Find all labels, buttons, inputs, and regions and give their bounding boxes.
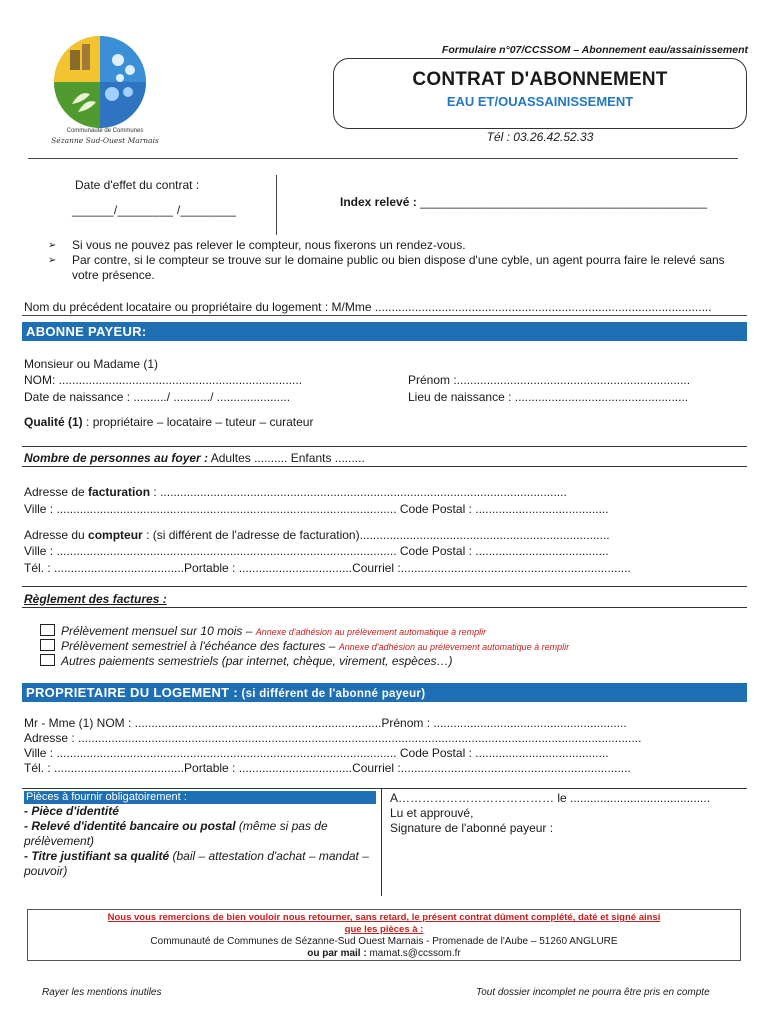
signature-block bbox=[390, 791, 710, 836]
index-field[interactable] bbox=[340, 195, 707, 209]
qualite-line bbox=[24, 415, 313, 429]
arrow-bullet-icon: ➢ bbox=[48, 255, 57, 266]
ccssom-logo bbox=[40, 32, 160, 132]
note-item: ➢ Par contre, si le compteur se trouve sur le domaine public ou bien dispose d'une cyble, un agent pourra faire le relevé sans votre présence. bbox=[48, 253, 725, 282]
effective-date-field[interactable]: ______/________ /________ bbox=[72, 203, 237, 217]
meter-address-field[interactable]: Adresse du compteur : (si différent de l'adresse de facturation)........................................................................... bbox=[24, 528, 610, 542]
qualite-label: Qualité (1) bbox=[24, 415, 83, 429]
civility-label: Monsieur ou Madame (1) bbox=[24, 357, 159, 371]
payment-option-semester[interactable]: Prélèvement semestriel à l'échéance des factures – Annexe d'adhésion au prélèvement automatique à remplir bbox=[40, 639, 569, 653]
arrow-bullet-icon: ➢ bbox=[48, 240, 57, 251]
header-divider bbox=[28, 158, 738, 159]
contract-title: CONTRAT D'ABONNEMENT bbox=[412, 69, 668, 90]
owner-name-field[interactable]: Mr - Mme (1) NOM : ..........................................................................Prénom : .......................................................... bbox=[24, 716, 627, 730]
divider bbox=[22, 586, 747, 587]
column-divider bbox=[381, 788, 382, 896]
prenom-field[interactable]: Prénom :...................................................................... bbox=[408, 373, 691, 387]
meter-city-field[interactable]: Ville : ...................................................................................................... Code Postal : ........................................ bbox=[24, 544, 609, 558]
checkbox[interactable] bbox=[40, 639, 55, 651]
phone-number: Tél : 03.26.42.52.33 bbox=[486, 130, 594, 144]
section-band-abonne: ABONNE PAYEUR: bbox=[22, 322, 747, 341]
owner-address-field[interactable]: Adresse : ......................................................................................................................................................................... bbox=[24, 731, 642, 745]
effective-date-label: Date d'effet du contrat : bbox=[75, 178, 200, 192]
billing-address-field[interactable]: Adresse de facturation : .......................................................................................................................... bbox=[24, 485, 567, 499]
vertical-divider bbox=[276, 175, 277, 235]
payment-option-monthly[interactable]: Prélèvement mensuel sur 10 mois – Annexe d'adhésion au prélèvement automatique à remplir bbox=[40, 624, 486, 638]
footer-note-right: Tout dossier incomplet ne pourra être pris en compte bbox=[476, 987, 710, 998]
previous-owner-field[interactable]: Nom du précédent locataire ou propriétaire du logement : M/Mme ..................................................................................................... bbox=[24, 300, 712, 314]
place-date-field[interactable]: A………………………………… le .......................................... bbox=[390, 791, 711, 805]
notes-list bbox=[48, 238, 748, 283]
title-box bbox=[333, 58, 747, 129]
logo-caption-bottom: Sézanne Sud-Ouest Marnais bbox=[51, 136, 159, 145]
divider bbox=[22, 446, 747, 447]
divider bbox=[22, 607, 747, 608]
section-band-proprietaire: PROPRIETAIRE DU LOGEMENT : (si différent de l'abonné payeur) bbox=[22, 683, 747, 702]
divider bbox=[22, 315, 747, 316]
return-instructions: Nous vous remercions de bien vouloir nous retourner, sans retard, le présent contrat dûment complété, daté et signé ainsi que les pièces à : Communauté de Communes de Sézanne-Sud Ouest Marnais - Promenade de l'Aube – 51260 ANGLURE ou par mail : mamat.s@ccssom.fr bbox=[27, 909, 741, 961]
foyer-field[interactable]: Adultes .......... Enfants ......... bbox=[208, 451, 365, 465]
checkbox[interactable] bbox=[40, 624, 55, 636]
logo-caption-top: Communauté de Communes bbox=[66, 128, 144, 134]
divider bbox=[22, 466, 747, 467]
checkbox[interactable] bbox=[40, 654, 55, 666]
index-blank[interactable]: ___________________________________________ bbox=[416, 195, 708, 209]
form-reference: Formulaire n°07/CCSSOM – Abonnement eau/assainissement bbox=[441, 44, 748, 56]
annex-note: Annexe d'adhésion au prélèvement automatique à remplir bbox=[338, 642, 570, 652]
pieces-band: Pièces à fournir obligatoirement : bbox=[24, 791, 376, 804]
nom-field[interactable]: NOM: ......................................................................... bbox=[24, 373, 303, 387]
contact-field[interactable]: Tél. : .......................................Portable : ..................................Courriel :..................................................................... bbox=[24, 561, 631, 575]
contract-subtitle: EAU ET/OUASSAINISSEMENT bbox=[446, 94, 634, 109]
owner-city-field[interactable]: Ville : ...................................................................................................... Code Postal : ........................................ bbox=[24, 746, 609, 760]
footer-note-left: Rayer les mentions inutiles bbox=[42, 987, 162, 998]
reglement-title: Règlement des factures : bbox=[24, 592, 167, 606]
birthplace-field[interactable]: Lieu de naissance : .................................................... bbox=[408, 390, 689, 404]
index-label: Index relevé : bbox=[340, 195, 417, 209]
qualite-options[interactable]: : propriétaire – locataire – tuteur – curateur bbox=[82, 415, 314, 429]
foyer-label: Nombre de personnes au foyer : bbox=[24, 451, 209, 465]
divider bbox=[22, 788, 747, 789]
annex-note: Annexe d'adhésion au prélèvement automatique à remplir bbox=[255, 627, 487, 637]
contact-email: mamat.s@ccssom.fr bbox=[366, 948, 461, 959]
note-item: ➢ Si vous ne pouvez pas relever le compteur, nous fixerons un rendez-vous. bbox=[48, 238, 466, 252]
signature-label: Signature de l'abonné payeur : bbox=[390, 821, 554, 835]
billing-city-field[interactable]: Ville : ...................................................................................................... Code Postal : ........................................ bbox=[24, 502, 609, 516]
birthdate-field[interactable]: Date de naissance : ........../ .........../ ...................... bbox=[24, 390, 291, 404]
payment-option-other[interactable]: Autres paiements semestriels (par internet, chèque, virement, espèces…) bbox=[40, 654, 453, 668]
foyer-line bbox=[24, 451, 365, 465]
pieces-list: - Pièce d'identité - Relevé d'identité bancaire ou postal (même si pas de prélèvement) - Titre justifiant sa qualité (bail – attestation d'achat – mandat –pouvoir) bbox=[24, 804, 369, 878]
read-approved-label: Lu et approuvé, bbox=[390, 806, 474, 820]
owner-contact-field[interactable]: Tél. : .......................................Portable : ..................................Courriel :..................................................................... bbox=[24, 761, 631, 775]
